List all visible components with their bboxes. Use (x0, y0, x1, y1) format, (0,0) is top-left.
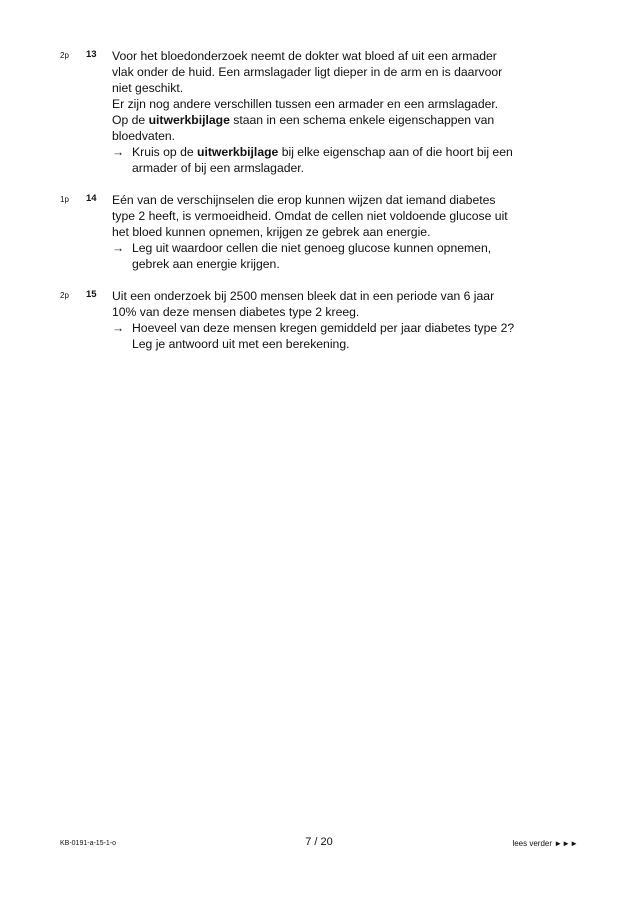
continue-indicator: lees verder ►►► (512, 839, 578, 848)
question-points: 2p (60, 291, 69, 300)
exam-code: KB-0191-a-15-1-o (60, 840, 117, 847)
task-text-line: Leg je antwoord uit met een berekening. (132, 337, 350, 351)
question-text-line: type 2 heeft, is vermoeidheid. Omdat de cellen niet voldoende glucose uit (112, 209, 508, 223)
arrow-icon: → (112, 241, 125, 255)
question-text-line: 10% van deze mensen diabetes type 2 kreeg. (112, 305, 360, 319)
question-15 (60, 288, 580, 352)
question-points: 1p (60, 195, 69, 204)
question-number: 15 (86, 289, 97, 300)
question-text-line: Er zijn nog andere verschillen tussen een armader en een armslagader. (112, 97, 499, 111)
task-text-line: Leg uit waardoor cellen die niet genoeg glucose kunnen opnemen, (132, 241, 492, 255)
task-instruction (112, 144, 580, 176)
question-text-line: Uit een onderzoek bij 2500 mensen bleek dat in een periode van 6 jaar (112, 289, 495, 303)
question-text-line: Eén van de verschijnselen die erop kunnen wijzen dat iemand diabetes (112, 193, 496, 207)
question-points: 2p (60, 51, 69, 60)
task-text-line: gebrek aan energie krijgen. (132, 257, 280, 271)
question-text-line: het bloed kunnen opnemen, krijgen ze gebrek aan energie. (112, 225, 431, 239)
task-instruction (112, 320, 580, 352)
arrow-icon: → (112, 321, 125, 335)
question-14 (60, 192, 580, 272)
question-number: 13 (86, 49, 97, 60)
task-text-line: armader of bij een armslagader. (132, 161, 305, 175)
question-body (112, 288, 580, 352)
question-13 (60, 48, 580, 176)
question-text-line: Op de uitwerkbijlage staan in een schema enkele eigenschappen van (112, 113, 495, 127)
task-instruction (112, 240, 580, 272)
question-text-line: bloedvaten. (112, 129, 176, 143)
question-body (112, 48, 580, 176)
question-body (112, 192, 580, 272)
question-number: 14 (86, 193, 97, 204)
page-footer (60, 836, 578, 852)
question-text-line: vlak onder de huid. Een armslagader ligt dieper in de arm en is daarvoor (112, 65, 503, 79)
question-text-line: Voor het bloedonderzoek neemt de dokter wat bloed af uit een armader (112, 49, 497, 63)
task-text-line: Kruis op de uitwerkbijlage bij elke eigenschap aan of die hoort bij een (132, 145, 513, 159)
page-number: 7 / 20 (305, 836, 333, 848)
arrow-icon: → (112, 145, 125, 159)
task-text-line: Hoeveel van deze mensen kregen gemiddeld per jaar diabetes type 2? (132, 321, 515, 335)
question-text-line: niet geschikt. (112, 81, 184, 95)
